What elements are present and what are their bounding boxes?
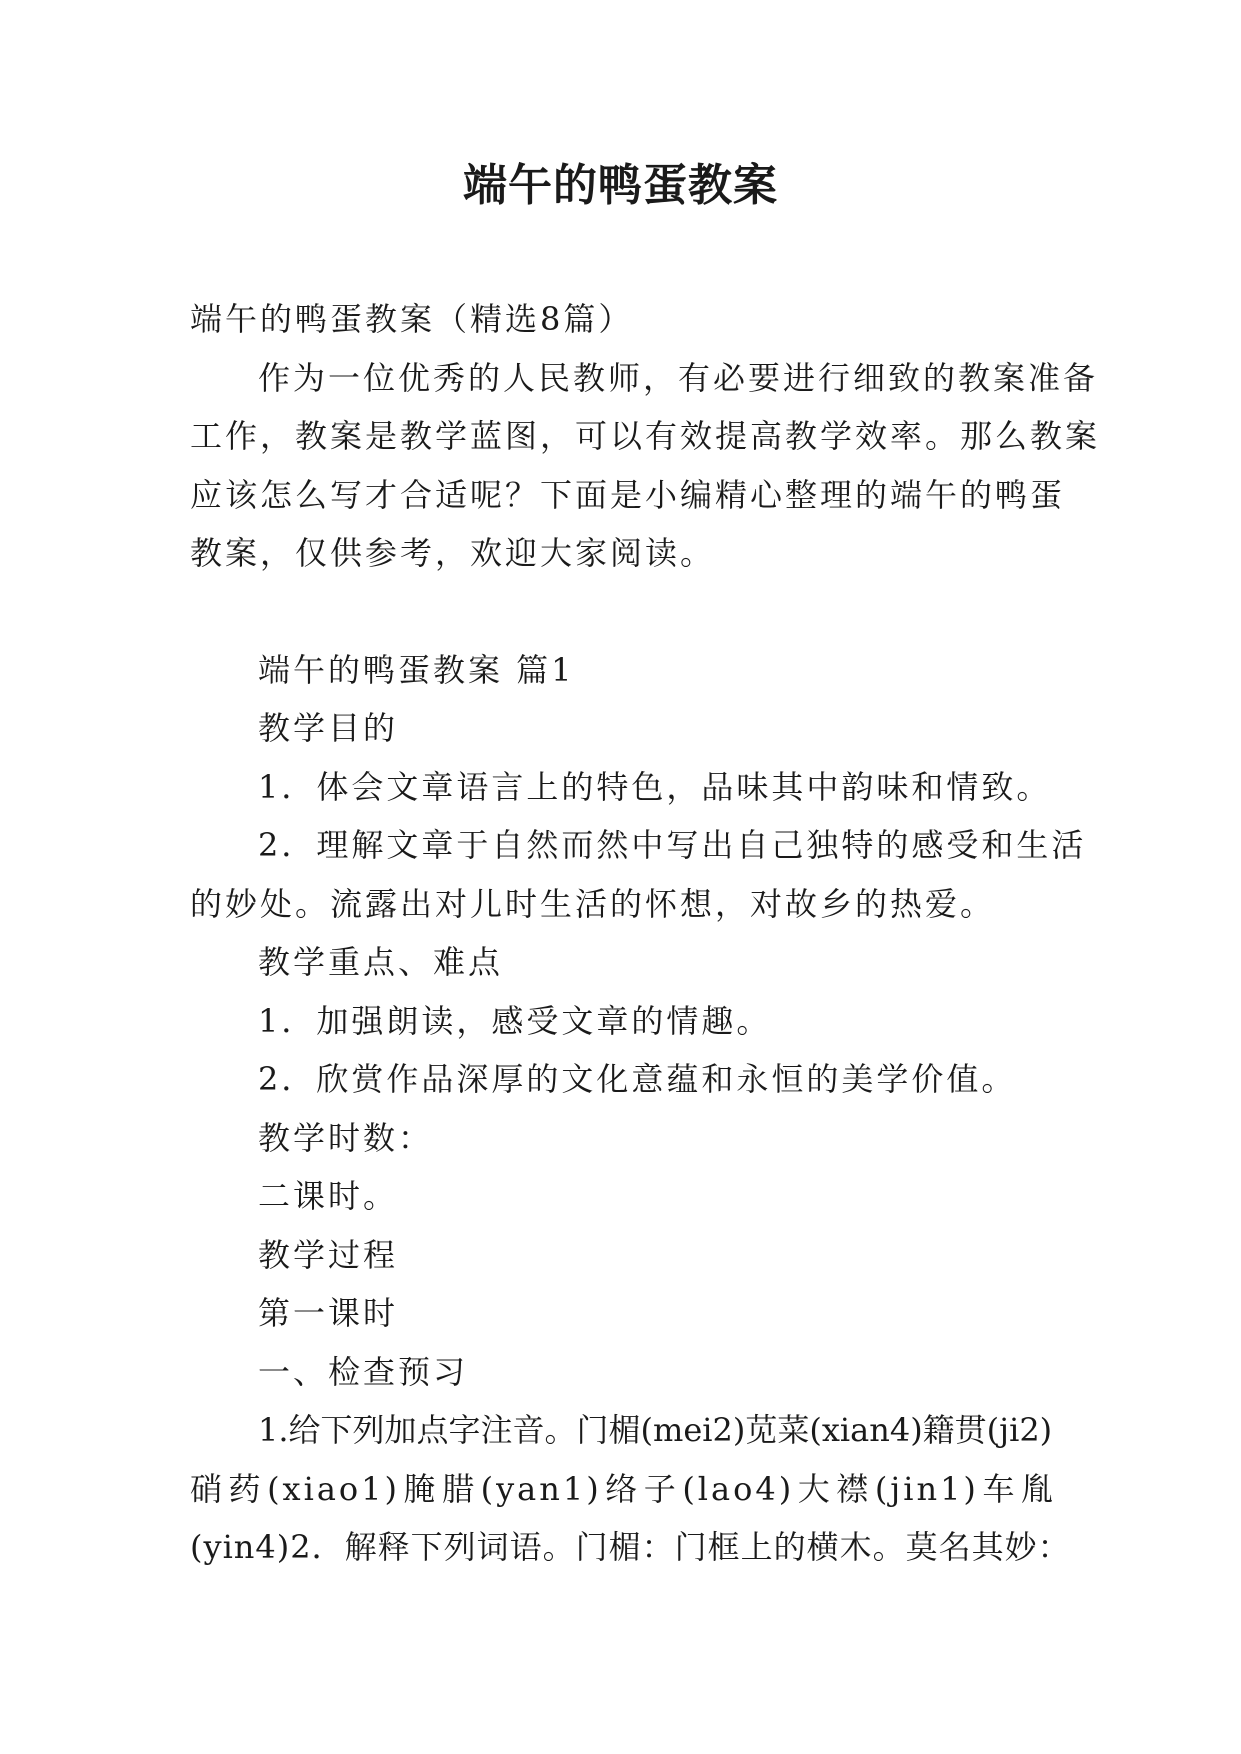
step-heading: 一、检查预习 xyxy=(258,1352,469,1391)
goal-item-2-line-1: 2．理解文章于自然而然中写出自己独特的感受和生活 xyxy=(258,826,1087,864)
lesson-heading: 第一课时 xyxy=(258,1294,399,1332)
goals-heading: 教学目的 xyxy=(258,709,399,747)
key-point-item-1: 1．加强朗读，感受文章的情趣。 xyxy=(258,1001,772,1040)
key-point-item-2: 2．欣赏作品深厚的文化意蕴和永恒的美学价值。 xyxy=(258,1060,1017,1098)
exercise-line-1: 1.给下列加点字注音。门楣(mei2)苋菜(xian4)籍贯(ji2) xyxy=(258,1411,1053,1449)
hours-value: 二课时。 xyxy=(258,1177,399,1215)
document-title: 端午的鸭蛋教案 xyxy=(463,160,778,211)
section-heading: 端午的鸭蛋教案 篇1 xyxy=(258,650,575,689)
subtitle: 端午的鸭蛋教案（精选8篇） xyxy=(190,300,634,338)
goal-item-2-line-2: 的妙处。流露出对儿时生活的怀想，对故乡的热爱。 xyxy=(190,884,996,923)
document-body xyxy=(190,290,1101,1577)
intro-line-1: 作为一位优秀的人民教师，有必要进行细致的教案准备 xyxy=(258,358,1099,397)
intro-line-3: 应该怎么写才合适呢？下面是小编精心整理的端午的鸭蛋 xyxy=(190,475,1066,514)
exercise-line-2: 硝药(xiao1)腌腊(yan1)络子(lao4)大襟(jin1)车胤 xyxy=(190,1469,1056,1508)
paragraph-spacer xyxy=(190,583,1056,641)
hours-heading: 教学时数： xyxy=(258,1118,434,1157)
goal-item-1: 1．体会文章语言上的特色，品味其中韵味和情致。 xyxy=(258,767,1052,806)
key-points-heading: 教学重点、难点 xyxy=(258,943,504,981)
intro-line-2: 工作，教案是教学蓝图，可以有效提高教学效率。那么教案 xyxy=(190,417,1101,455)
process-heading: 教学过程 xyxy=(258,1235,399,1274)
intro-line-4: 教案，仅供参考，欢迎大家阅读。 xyxy=(190,534,716,572)
exercise-line-3: (yin4)2．解释下列词语。门楣：门框上的横木。莫名其妙： xyxy=(190,1528,1071,1566)
